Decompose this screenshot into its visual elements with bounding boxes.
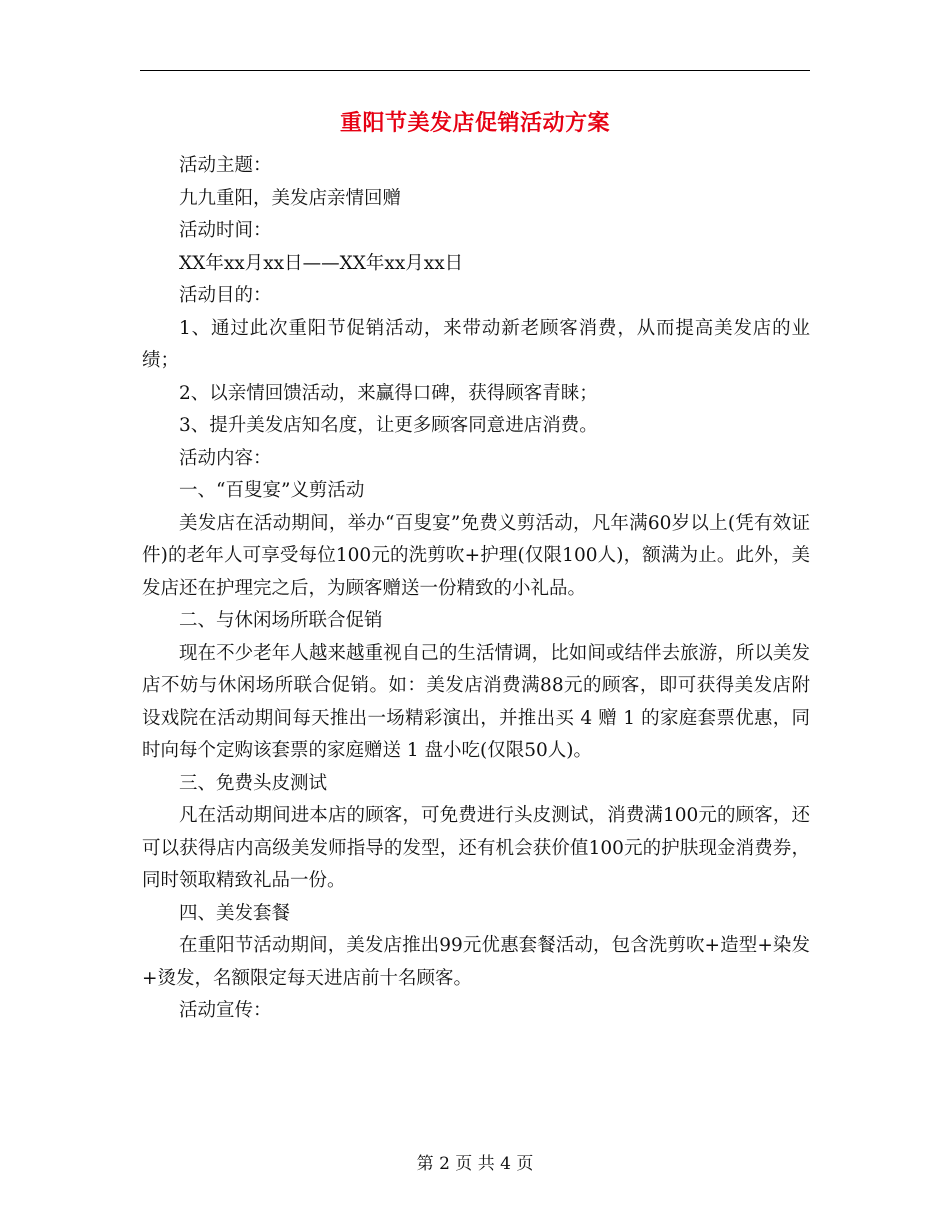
paragraph: 2、以亲情回馈活动，来赢得口碑，获得顾客青睐； — [179, 382, 598, 404]
document-title: 重阳节美发店促销活动方案 — [339, 111, 610, 136]
section-heading: 二、与休闲场所联合促销 — [179, 610, 383, 631]
section-heading: 四、美发套餐 — [179, 902, 291, 924]
page-number: 第 2 页 共 4 页 — [416, 1154, 534, 1174]
paragraph: 活动目的： — [179, 285, 272, 306]
header-rule — [140, 70, 810, 71]
paragraph: 凡在活动期间进本店的顾客，可免费进行头皮测试，消费满100元的顾客，还可以获得店内高级美发师指导的发型，还有机会获价值100元的护肤现金消费券，同时领取精致礼品一份。 — [142, 805, 810, 891]
paragraph: 活动时间： — [179, 220, 272, 241]
paragraph: 九九重阳，美发店亲情回赠 — [179, 187, 402, 209]
paragraph: 活动主题： — [179, 155, 272, 176]
paragraph: 3、提升美发店知名度，让更多顾客同意进店消费。 — [179, 415, 598, 436]
paragraph: 活动内容： — [179, 447, 272, 469]
paragraph: 活动宣传： — [179, 1000, 272, 1021]
paragraph: 1、通过此次重阳节促销活动，来带动新老顾客消费，从而提高美发店的业绩； — [142, 317, 810, 371]
paragraph: 现在不少老年人越来越重视自己的生活情调，比如间或结伴去旅游，所以美发店不妨与休闲场所联合促销。如：美发店消费满88元的顾客，即可获得美发店附设戏院在活动期间每天推出一场精彩演出，并推出买 4 赠 1 的家庭套票优惠，同时向每个定购该套票的家庭赠送 1 盘小吃(仅限50人)。 — [142, 642, 810, 761]
document-body — [142, 150, 810, 1028]
section-heading: 三、免费头皮测试 — [179, 772, 328, 794]
section-heading: 一、“百叟宴”义剪活动 — [179, 480, 365, 501]
paragraph: XX年xx月xx日——XX年xx月xx日 — [179, 252, 464, 274]
paragraph: 美发店在活动期间，举办“百叟宴”免费义剪活动，凡年满60岁以上(凭有效证件)的老年人可享受每位100元的洗剪吹+护理(仅限100人)，额满为止。此外，美发店还在护理完之后，为顾客赠送一份精致的小礼品。 — [142, 512, 810, 599]
paragraph: 在重阳节活动期间，美发店推出99元优惠套餐活动，包含洗剪吹+造型+染发+烫发，名额限定每天进店前十名顾客。 — [142, 935, 810, 989]
